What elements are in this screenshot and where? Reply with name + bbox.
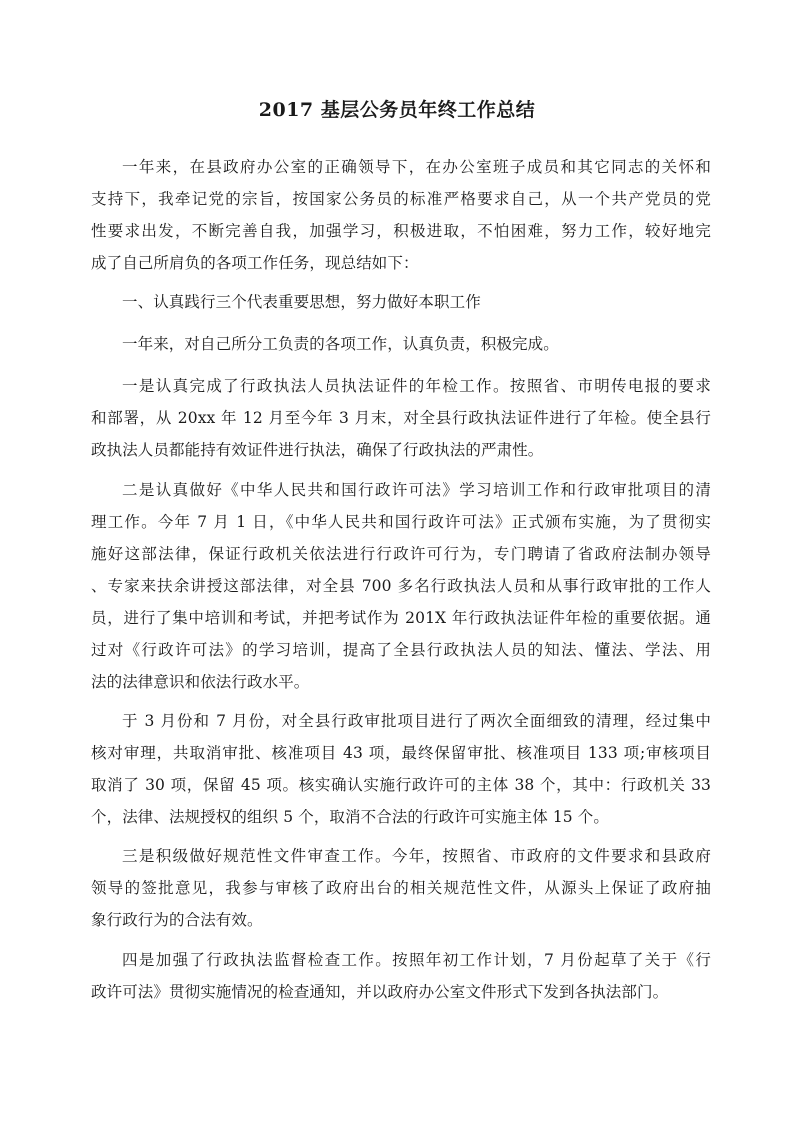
paragraph-line: 法的法律意识和依法行政水平。: [91, 673, 310, 691]
paragraph-line: 施好这部法律，保证行政机关依法进行行政许可行为，专门聘请了省政府法制办领导: [91, 545, 711, 563]
paragraph-line: 四是加强了行政执法监督检查工作。按照年初工作计划，7 月份起草了关于《行: [122, 951, 711, 969]
paragraph-line: 政许可法》贯彻实施情况的检查通知，并以政府办公室文件形式下发到各执法部门。: [91, 983, 669, 1001]
paragraph-line: 核对审理，共取消审批、核准项目 43 项，最终保留审批、核准项目 133 项;审核项目: [91, 744, 711, 762]
paragraph-item-one: [91, 370, 711, 466]
paragraph-summary: [91, 328, 711, 360]
paragraph-line: 理工作。今年 7 月 1 日，《中华人民共和国行政许可法》正式颁布实施，为了贯彻实: [91, 513, 711, 531]
paragraph-line: 三是积级做好规范性文件审查工作。今年，按照省、市政府的文件要求和县政府: [122, 847, 711, 865]
paragraph-line: 二是认真做好《中华人民共和国行政许可法》学习培训工作和行政审批项目的清: [122, 481, 711, 499]
paragraph-line: 领导的签批意见，我参与审核了政府出台的相关规范性文件，从源头上保证了政府抽: [91, 879, 711, 897]
paragraph-line: 一、认真践行三个代表重要思想，努力做好本职工作: [122, 293, 481, 311]
paragraph-line: 员，进行了集中培训和考试，并把考试作为 201X 年行政执法证件年检的重要依据。通: [91, 609, 711, 627]
paragraph-line: 、专家来扶余讲授这部法律，对全县 700 多名行政执法人员和从事行政审批的工作人: [91, 577, 711, 595]
paragraph-line: 个，法律、法规授权的组织 5 个，取消不合法的行政许可实施主体 15 个。: [91, 808, 609, 826]
paragraph-line: 一年来，在县政府办公室的正确领导下，在办公室班子成员和其它同志的关怀和: [122, 158, 711, 176]
paragraph-line: 支持下，我牵记党的宗旨，按国家公务员的标准严格要求自己，从一个共产党员的党: [91, 190, 711, 208]
paragraph-line: 政执法人员都能持有效证件进行执法，确保了行政执法的严肃性。: [91, 441, 544, 459]
paragraph-review: [91, 705, 711, 833]
paragraph-line: 取消了 30 项，保留 45 项。核实确认实施行政许可的主体 38 个，其中：行政机关 33: [91, 776, 711, 794]
paragraph-item-four: [91, 944, 711, 1008]
paragraph-item-two: [91, 474, 711, 698]
paragraph-line: 一是认真完成了行政执法人员执法证件的年检工作。按照省、市明传电报的要求: [122, 377, 711, 395]
paragraph-line: 成了自己所肩负的各项工作任务，现总结如下：: [91, 254, 419, 272]
paragraph-line: 象行政行为的合法有效。: [91, 911, 263, 929]
paragraph-line: 和部署，从 20xx 年 12 月至今年 3 月末，对全县行政执法证件进行了年检。使全县行: [91, 409, 711, 427]
paragraph-line: 于 3 月份和 7 月份，对全县行政审批项目进行了两次全面细致的清理，经过集中: [122, 712, 711, 730]
document-title: 2017 基层公务员年终工作总结: [258, 99, 536, 121]
section-heading: [91, 286, 711, 318]
paragraph-item-three: [91, 840, 711, 936]
paragraph-line: 一年来，对自己所分工负责的各项工作，认真负责，积极完成。: [122, 335, 559, 353]
paragraph-intro: [91, 151, 711, 279]
paragraph-line: 性要求出发，不断完善自我，加强学习，积极进取，不怕困难，努力工作，较好地完: [91, 222, 711, 240]
paragraph-line: 过对《行政许可法》的学习培训，提高了全县行政执法人员的知法、懂法、学法、用: [91, 641, 711, 659]
